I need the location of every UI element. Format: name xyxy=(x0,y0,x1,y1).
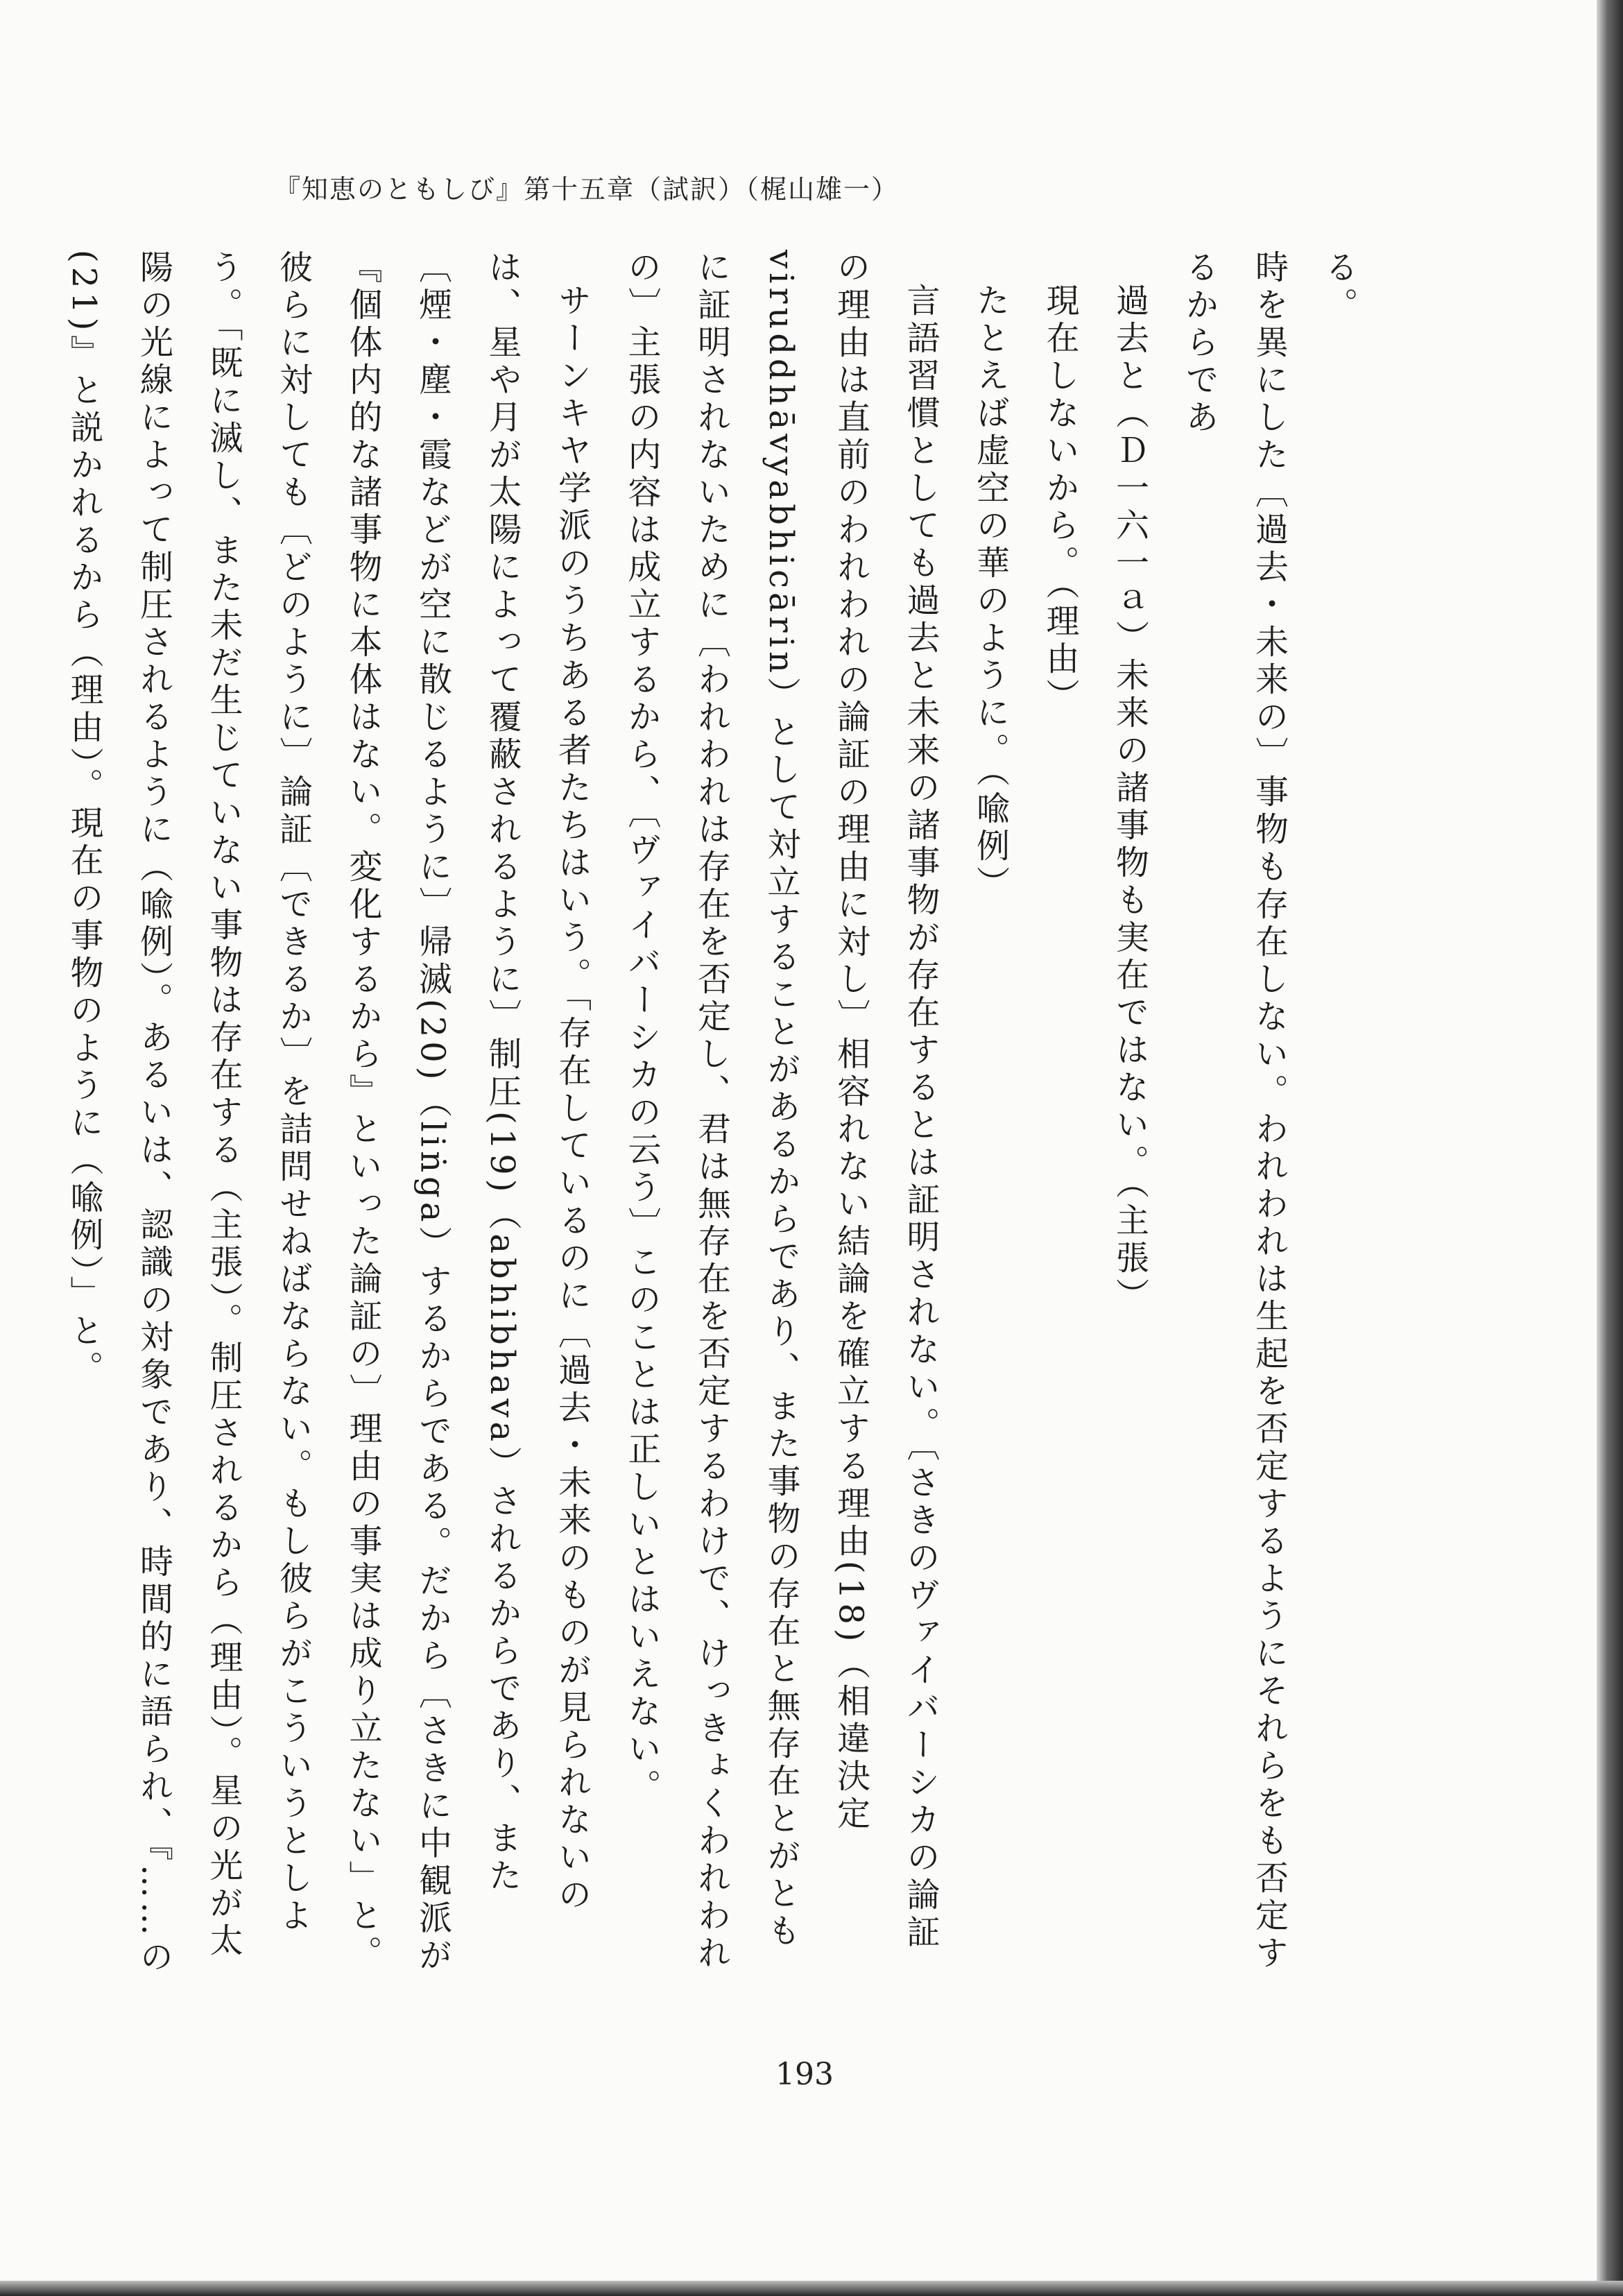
running-header: 『知恵のともしび』第十五章（試訳）（梶山雄一） xyxy=(274,174,900,205)
paragraph-continuation: 時を異にした〔過去・未来の〕事物も存在しない。われわれは生起を否定するようにそれらをも否定するからであ xyxy=(1180,250,1289,1973)
paragraph-samkhya: サーンキヤ学派のうちある者たちはいう。「存在しているのに〔過去・未来のものが見られないのは、星や月が太陽によって覆蔽されるように〕制圧(19)（abhibhava）されるからであり、また〔煙・塵・霞などが空に散じるように〕帰滅(20)（liṅga）するからである。だから〔さきに中観派が『個体内的な諸事物に本体はない。変化するから』といった論証の〕理由の事実は成り立たない」と。彼らに対しても〔どのように〕論証〔できるか〕を詰問せねばならない。もし彼らがこういうとしよう。「既に滅し、また未だ生じていない事物は存在する（主張）。制圧されるから（理由）。星の光が太陽の光線によって制圧されるように（喩例）。あるいは、認識の対象であり、時間的に語られ、『……の(21)』と説かれるから（理由）。現在の事物のように（喩例）」と。 xyxy=(65,250,592,1977)
bottom-scan-edge xyxy=(0,2281,1623,2296)
syllogism-example: たとえば虚空の華のように。（喩例） xyxy=(970,283,1010,903)
syllogism-reason: 現在しないから。（理由） xyxy=(1040,283,1079,716)
paragraph-linguistic-convention: 言語習慣としても過去と未来の諸事物が存在するとは証明されない。〔さきのヴァイバーシカの論証の理由は直前のわれわれの論証の理由に対し〕相容れない結論を確立する理由(18)（相違決定 viruddhāvyabhicārin）として対立することがあるからであり、また事物の存在と無存在とがともに証明されないために〔われわれは存在を否定し、君は無存在を否定するわけで、けっきょくわれわれの〕主張の内容は成立するから、〔ヴァイバーシカの云う〕このことは正しいとはいえない。 xyxy=(622,250,940,1973)
body-text xyxy=(65,250,1373,1984)
syllogism-thesis: 過去と（Ｄ一六一ａ）未来の諸事物も実在ではない。（主張） xyxy=(1110,283,1149,1315)
paragraph-continuation-end: る。 xyxy=(1319,250,1358,325)
binding-shadow xyxy=(1597,0,1623,2296)
page-number: 193 xyxy=(775,2057,834,2092)
